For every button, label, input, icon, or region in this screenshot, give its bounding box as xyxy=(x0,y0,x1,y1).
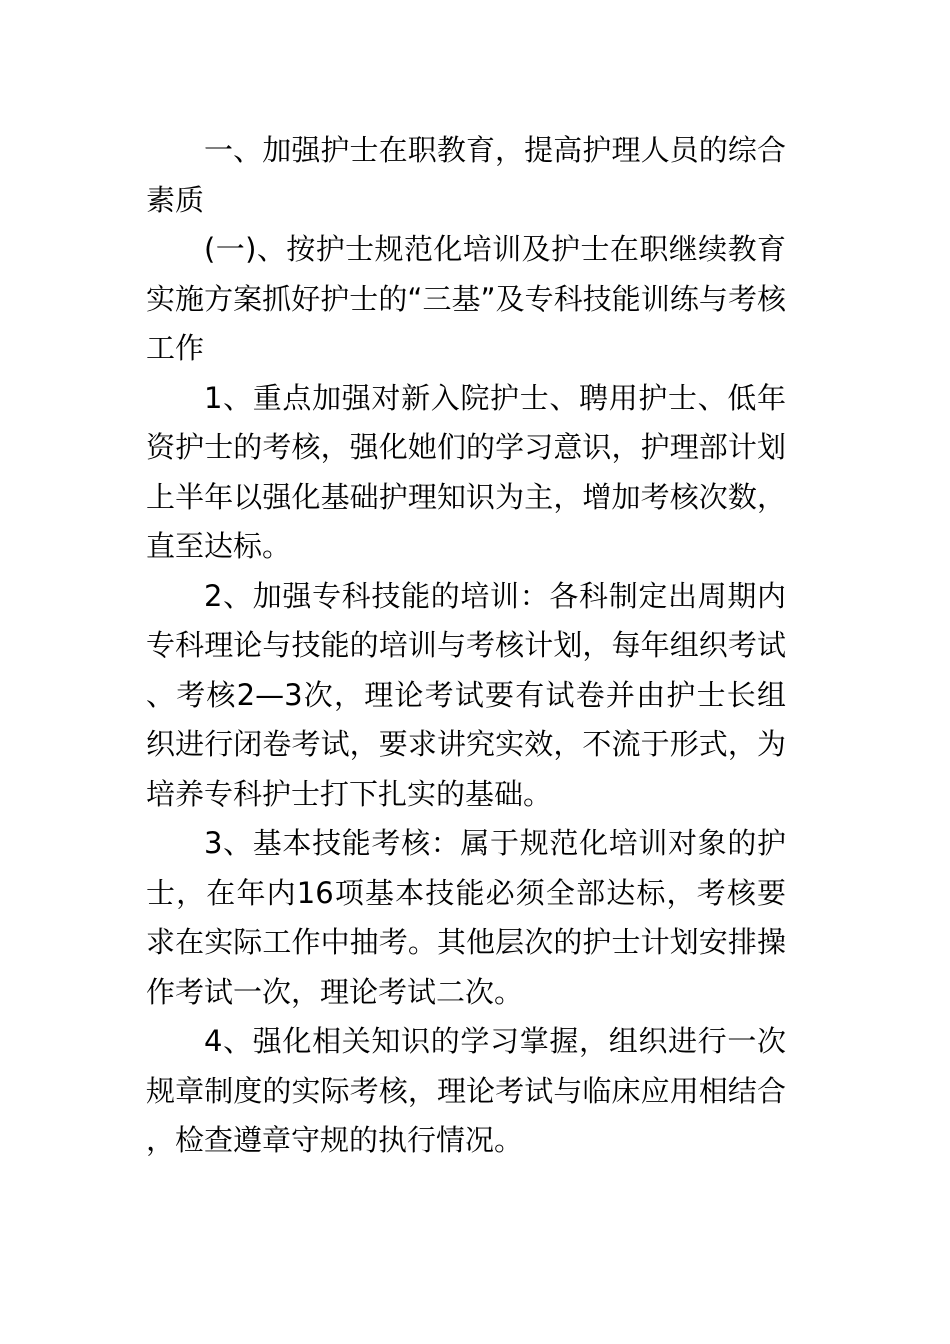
document-page xyxy=(146,126,786,1166)
paragraph-item-4: 4、强化相关知识的学习掌握，组织进行一次规章制度的实际考核，理论考试与临床应用相结合，检查遵章守规的执行情况。 xyxy=(146,1024,786,1157)
paragraph-item-1: 1、重点加强对新入院护士、聘用护士、低年资护士的考核，强化她们的学习意识，护理部计划上半年以强化基础护理知识为主，增加考核次数，直至达标。 xyxy=(146,380,786,563)
section-heading: 一、加强护士在职教育，提高护理人员的综合素质 xyxy=(146,133,786,217)
paragraph-item-3: 3、基本技能考核：属于规范化培训对象的护士，在年内16项基本技能必须全部达标，考核要求在实际工作中抽考。其他层次的护士计划安排操作考试一次，理论考试二次。 xyxy=(146,826,786,1009)
subsection-heading: (一)、按护士规范化培训及护士在职继续教育实施方案抓好护士的“三基”及专科技能训练与考核工作 xyxy=(146,232,786,365)
paragraph-item-2: 2、加强专科技能的培训：各科制定出周期内专科理论与技能的培训与考核计划，每年组织考试、考核2—3次，理论考试要有试卷并由护士长组织进行闭卷考试，要求讲究实效，不流于形式，为培养专科护士打下扎实的基础。 xyxy=(146,578,786,811)
